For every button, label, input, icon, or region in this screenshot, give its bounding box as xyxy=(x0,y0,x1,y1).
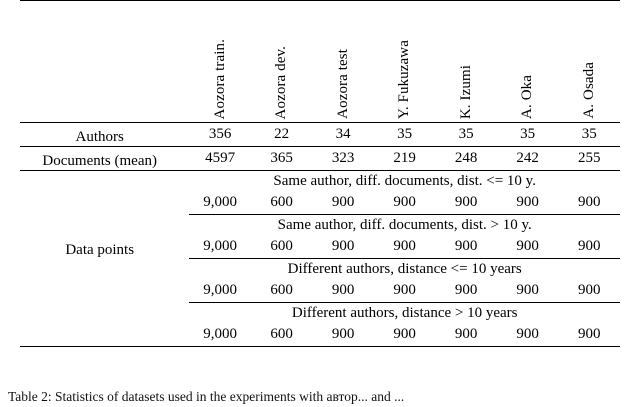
group-values-row-2 xyxy=(20,235,620,259)
cell-g1-6: 900 xyxy=(577,194,601,210)
header-corner-cell xyxy=(20,1,189,123)
group-header-row-2 xyxy=(20,215,620,236)
column-header-y-fukuzawa: Y. Fukuzawa xyxy=(374,1,436,123)
table-row-documents xyxy=(20,147,620,171)
group-header-1: Same author, diff. documents, dist. <= 10 y. xyxy=(189,171,620,192)
group-header-row-4 xyxy=(20,303,620,324)
group2-label-spacer xyxy=(20,215,189,236)
column-header-aozora-train: Aozora train. xyxy=(189,1,251,123)
cell-g1-4: 900 xyxy=(454,194,478,210)
cell-authors-3: 35 xyxy=(374,123,436,147)
table-bottom-rule-row xyxy=(20,347,620,348)
cell-g1-5: 900 xyxy=(516,194,539,210)
group4-spacer xyxy=(20,323,189,347)
cell-g4-6: 900 xyxy=(577,326,601,342)
cell-authors-5: 35 xyxy=(497,123,559,147)
cell-g1-0: 9,000 xyxy=(203,194,238,210)
group-header-3: Different authors, distance <= 10 years xyxy=(189,259,620,280)
cell-documents-4: 248 xyxy=(435,147,497,171)
cell-g2-0: 9,000 xyxy=(203,238,238,254)
cell-g1-1: 600 xyxy=(270,194,293,210)
cell-documents-1: 365 xyxy=(251,147,313,171)
cell-authors-6: 35 xyxy=(558,123,620,147)
cell-g3-1: 600 xyxy=(270,282,293,298)
cell-g4-3: 900 xyxy=(393,326,416,342)
column-header-a-oka: A. Oka xyxy=(497,1,559,123)
cell-authors-4: 35 xyxy=(435,123,497,147)
cell-g2-6: 900 xyxy=(577,238,601,254)
cell-g3-2: 900 xyxy=(331,282,355,298)
group-values-row-1 xyxy=(20,191,620,215)
cell-documents-6: 255 xyxy=(558,147,620,171)
column-header-aozora-dev: Aozora dev. xyxy=(251,1,313,123)
group-values-row-4 xyxy=(20,323,620,347)
cell-g3-5: 900 xyxy=(516,282,539,298)
bottom-rule xyxy=(20,347,620,348)
table-caption: Table 2: Statistics of datasets used in the experiments with автор... and ... xyxy=(8,389,405,404)
cell-authors-1: 22 xyxy=(251,123,313,147)
cell-g1-2: 900 xyxy=(331,194,355,210)
cell-g2-5: 900 xyxy=(516,238,539,254)
cell-documents-5: 242 xyxy=(497,147,559,171)
cell-g1-3: 900 xyxy=(393,194,416,210)
group1-spacer xyxy=(20,191,189,215)
table-header-row xyxy=(20,1,620,123)
row-label-authors: Authors xyxy=(20,123,189,147)
group3-label-spacer xyxy=(20,259,189,280)
cell-authors-0: 356 xyxy=(189,123,251,147)
cell-authors-2: 34 xyxy=(312,123,374,147)
column-header-a-osada: A. Osada xyxy=(558,1,620,123)
group-header-row-1 xyxy=(20,171,620,192)
group-header-2: Same author, diff. documents, dist. > 10 y. xyxy=(189,215,620,236)
cell-g4-1: 600 xyxy=(270,326,293,342)
cell-g2-4: 900 xyxy=(454,238,478,254)
cell-documents-3: 219 xyxy=(374,147,436,171)
cell-documents-0: 4597 xyxy=(189,147,251,171)
cell-g4-0: 9,000 xyxy=(203,326,238,342)
statistics-table xyxy=(20,0,620,347)
cell-documents-2: 323 xyxy=(312,147,374,171)
cell-g4-2: 900 xyxy=(331,326,355,342)
cell-g3-0: 9,000 xyxy=(203,282,238,298)
group-values-row-3 xyxy=(20,279,620,303)
table-row-authors xyxy=(20,123,620,147)
cell-g2-2: 900 xyxy=(331,238,355,254)
group3-spacer xyxy=(20,279,189,303)
group1-label-spacer xyxy=(20,171,189,192)
cell-g2-1: 600 xyxy=(270,238,293,254)
group4-label-spacer xyxy=(20,303,189,324)
cell-g4-4: 900 xyxy=(454,326,478,342)
cell-g2-3: 900 xyxy=(393,238,416,254)
column-header-aozora-test: Aozora test xyxy=(312,1,374,123)
cell-g3-4: 900 xyxy=(454,282,478,298)
column-header-k-izumi: K. Izumi xyxy=(435,1,497,123)
cell-g3-3: 900 xyxy=(393,282,416,298)
group-header-row-3 xyxy=(20,259,620,280)
cell-g3-6: 900 xyxy=(577,282,601,298)
group-header-4: Different authors, distance > 10 years xyxy=(189,303,620,324)
row-label-documents: Documents (mean) xyxy=(20,147,189,171)
cell-g4-5: 900 xyxy=(516,326,539,342)
row-label-data-points: Data points xyxy=(65,241,135,258)
